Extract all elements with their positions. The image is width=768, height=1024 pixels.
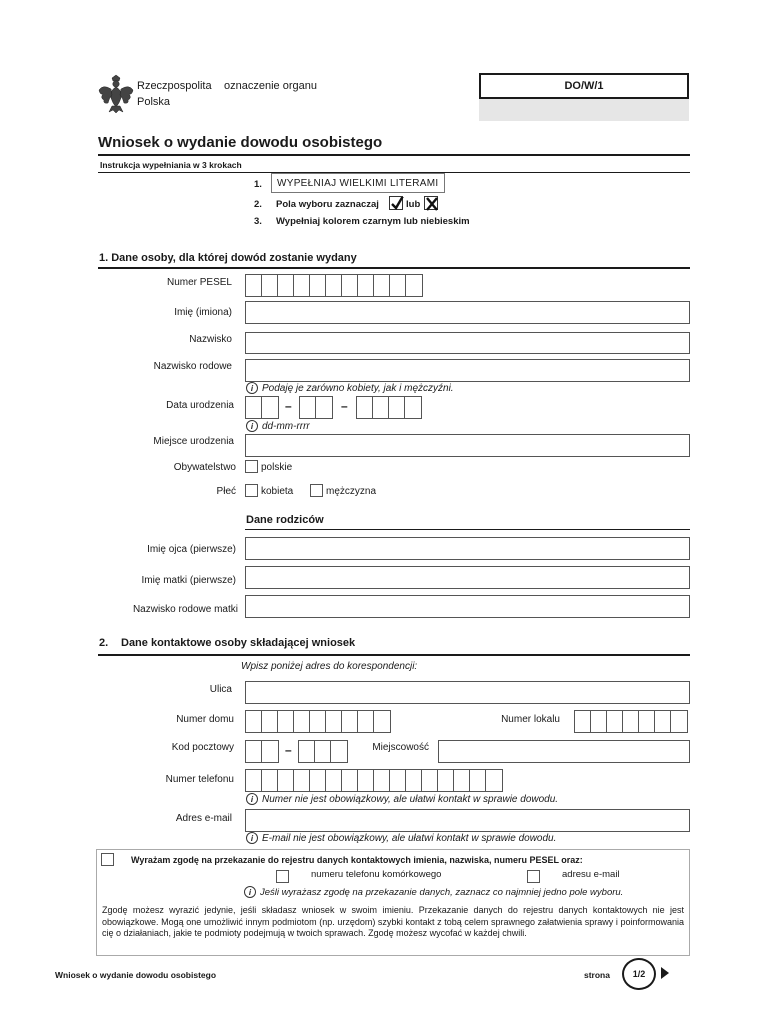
postal-dash: – xyxy=(285,743,292,757)
first-names-label: Imię (imiona) xyxy=(174,307,232,318)
street-input[interactable] xyxy=(245,681,690,704)
city-input[interactable] xyxy=(438,740,690,763)
info-icon: i xyxy=(246,420,258,432)
consent-email-checkbox[interactable] xyxy=(527,870,540,883)
section2-rule xyxy=(98,654,690,656)
country-name-line1: Rzeczpospolita xyxy=(137,80,212,92)
family-name-note-text: Podaję je zarówno kobiety, jak i mężczyźni. xyxy=(262,382,454,394)
email-note-text: E-mail nie jest obowiązkowy, ale ułatwi kontakt w sprawie dowodu. xyxy=(262,832,557,844)
consent-phone-checkbox[interactable] xyxy=(276,870,289,883)
step3-text: Wypełniaj kolorem czarnym lub niebieskim xyxy=(276,216,470,227)
email-note xyxy=(246,832,556,844)
postal-code-part2-input[interactable] xyxy=(298,740,348,763)
phone-label: Numer telefonu xyxy=(165,774,234,785)
flat-number-label: Numer lokalu xyxy=(501,714,560,725)
consent-main-text: Wyrażam zgodę na przekazanie do rejestru danych kontaktowych imienia, nazwiska, numeru PESEL oraz: xyxy=(131,855,583,865)
family-name-label: Nazwisko rodowe xyxy=(153,361,232,372)
sex-label: Płeć xyxy=(216,486,236,497)
email-label: Adres e-mail xyxy=(175,813,232,824)
pesel-input[interactable] xyxy=(245,274,423,297)
sex-female-label: kobieta xyxy=(261,486,294,497)
info-icon: i xyxy=(246,382,258,394)
page-number-badge xyxy=(622,958,656,990)
consent-box xyxy=(96,849,690,956)
section1-heading: 1. Dane osoby, dla której dowód zostanie wydany xyxy=(99,252,357,264)
page-label: strona xyxy=(584,970,610,980)
citizenship-label: Obywatelstwo xyxy=(173,462,236,473)
consent-note-text: Jeśli wyrażasz zgodę na przekazanie danych, zaznacz co najmniej jedno pole wyboru. xyxy=(260,886,624,898)
page-title: Wniosek o wydanie dowodu osobistego xyxy=(98,134,383,151)
flat-number-input[interactable] xyxy=(574,710,688,733)
mother-name-input[interactable] xyxy=(245,566,690,589)
organ-label: oznaczenie organu xyxy=(224,80,317,92)
eagle-emblem-icon xyxy=(97,74,135,114)
info-icon: i xyxy=(246,793,258,805)
section2-heading: Dane kontaktowe osoby składającej wniosek xyxy=(121,637,356,649)
sex-female-checkbox[interactable] xyxy=(245,484,258,497)
birth-place-label: Miejsce urodzenia xyxy=(153,436,234,447)
father-name-label: Imię ojca (pierwsze) xyxy=(147,544,236,555)
phone-input[interactable] xyxy=(245,769,503,792)
cross-example-icon xyxy=(424,196,438,210)
phone-note-text: Numer nie jest obowiązkowy, ale ułatwi kontakt w sprawie dowodu. xyxy=(262,793,559,805)
mother-family-name-input[interactable] xyxy=(245,595,690,618)
email-input[interactable] xyxy=(245,809,690,832)
info-icon: i xyxy=(246,832,258,844)
form-code-box xyxy=(479,73,689,99)
instructions-heading: Instrukcja wypełniania w 3 krokach xyxy=(100,160,242,170)
street-label: Ulica xyxy=(209,684,232,695)
sex-male-checkbox[interactable] xyxy=(310,484,323,497)
address-note: Wpisz poniżej adres do korespondencji: xyxy=(241,661,418,672)
postal-code-part1-input[interactable] xyxy=(245,740,279,763)
form-code: DO/W/1 xyxy=(564,80,604,92)
checkmark-example-icon xyxy=(389,196,403,210)
date-dash-1: – xyxy=(285,399,292,413)
family-name-input[interactable] xyxy=(245,359,690,382)
sex-male-label: mężczyzna xyxy=(326,486,377,497)
surname-input[interactable] xyxy=(245,332,690,354)
step1-number: 1. xyxy=(254,179,262,190)
country-name-line2: Polska xyxy=(137,96,171,108)
citizenship-polish-label: polskie xyxy=(261,462,293,473)
step1-box xyxy=(271,173,445,193)
house-number-input[interactable] xyxy=(245,710,391,733)
phone-note xyxy=(246,793,558,805)
birth-place-input[interactable] xyxy=(245,434,690,457)
birth-year-input[interactable] xyxy=(356,396,422,419)
section2-number: 2. xyxy=(99,637,109,649)
citizenship-polish-checkbox[interactable] xyxy=(245,460,258,473)
title-rule xyxy=(98,154,690,156)
info-icon: i xyxy=(244,886,256,898)
birth-day-input[interactable] xyxy=(245,396,279,419)
consent-note xyxy=(244,886,623,898)
postal-code-label: Kod pocztowy xyxy=(171,742,234,753)
section1-rule xyxy=(98,267,690,269)
organ-stamp-area xyxy=(479,99,689,121)
birth-month-input[interactable] xyxy=(299,396,333,419)
birth-date-label: Data urodzenia xyxy=(166,400,234,411)
first-names-input[interactable] xyxy=(245,301,690,324)
step1-text: WYPEŁNIAJ WIELKIMI LITERAMI xyxy=(277,177,439,189)
next-page-arrow-icon[interactable] xyxy=(661,967,669,979)
page-number: 1/2 xyxy=(632,969,646,979)
consent-info-text: Zgodę możesz wyrazić jedynie, jeśli składasz wniosek w swoim imieniu. Przekazanie danych do rejestru danych kontaktowych nie jest obowiązkowe. Mogą one umożliwić innym podmiotom (np. urzędom) szybki kontakt z tobą celem sprawnego załatwienia sprawy i poinformowania cię o działaniach, jakie te podmioty podejmują w twoich sprawach. Zgodę możesz wycofać w każdej chwili. xyxy=(102,905,684,938)
house-number-label: Numer domu xyxy=(176,714,234,725)
step2-number: 2. xyxy=(254,199,262,210)
mother-name-label: Imię matki (pierwsze) xyxy=(141,575,236,586)
pesel-label: Numer PESEL xyxy=(166,277,232,288)
birth-date-note xyxy=(246,420,310,432)
consent-email-label: adresu e-mail xyxy=(562,869,620,880)
parents-heading: Dane rodziców xyxy=(246,514,324,526)
step2-or: lub xyxy=(406,199,421,210)
father-name-input[interactable] xyxy=(245,537,690,560)
parents-rule xyxy=(245,529,690,530)
family-name-note xyxy=(246,382,454,394)
date-dash-2: – xyxy=(341,399,348,413)
step3-number: 3. xyxy=(254,216,262,227)
city-label: Miejscowość xyxy=(372,742,429,753)
consent-phone-label: numeru telefonu komórkowego xyxy=(311,869,442,880)
consent-checkbox[interactable] xyxy=(101,853,114,866)
footer-title: Wniosek o wydanie dowodu osobistego xyxy=(55,970,217,980)
birth-date-note-text: dd-mm-rrrr xyxy=(262,420,310,432)
mother-family-name-label: Nazwisko rodowe matki xyxy=(132,604,238,615)
step2-text: Pola wyboru zaznaczaj xyxy=(276,199,379,210)
surname-label: Nazwisko xyxy=(189,334,232,345)
